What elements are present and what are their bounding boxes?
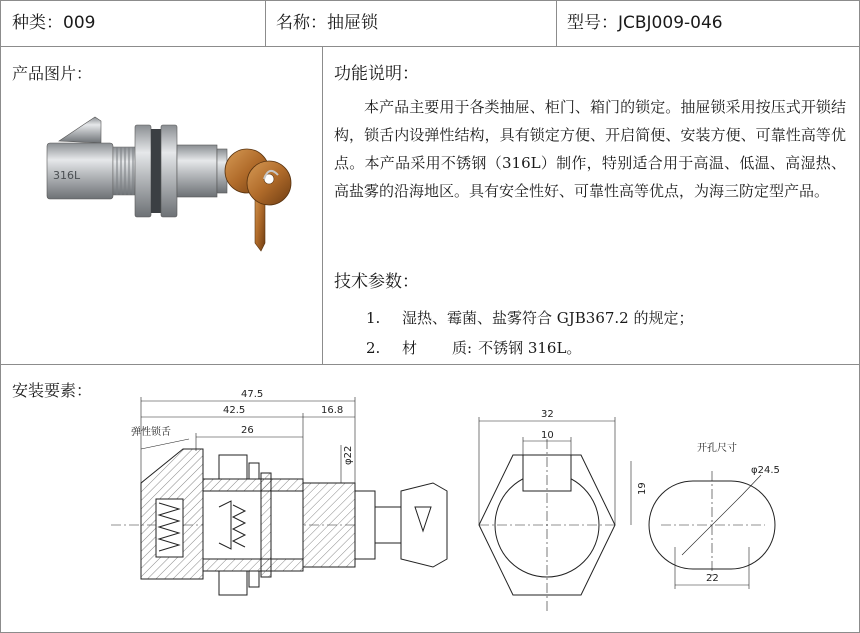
name-cell — [276, 13, 378, 33]
params-list — [334, 303, 694, 363]
dim-key-section: 16.8 — [321, 405, 344, 416]
param-separator: 质: — [452, 339, 473, 357]
param-label: 湿热、霉菌、盐雾符合 GJB367.2 的规定； — [402, 309, 694, 327]
dim-flat-height: 19 — [637, 482, 648, 495]
dim-spring-tongue-label: 弹性锁舌 — [131, 427, 171, 438]
lock-marking: 316L — [53, 169, 81, 182]
function-heading: 功能说明： — [334, 64, 419, 84]
param-value: 不锈钢 316L。 — [478, 339, 582, 357]
param-row — [334, 333, 694, 363]
dim-cutout-width: 22 — [706, 573, 719, 584]
header-divider-1 — [265, 1, 266, 46]
middle-bottom-divider — [1, 364, 859, 365]
function-description — [334, 93, 846, 205]
param-row — [334, 303, 694, 333]
dim-diameter: φ22 — [343, 445, 354, 465]
header-divider-2 — [556, 1, 557, 46]
cutout-title: 开孔尺寸 — [697, 443, 737, 454]
params-heading: 技术参数： — [334, 272, 419, 292]
category-label: 种类： — [12, 13, 63, 33]
category-value: 009 — [63, 13, 96, 33]
dim-flat-width: 10 — [541, 430, 554, 441]
middle-column-divider — [322, 46, 323, 364]
install-section-label: 安装要素： — [12, 381, 93, 400]
param-label: 材 — [402, 339, 418, 357]
model-value: JCBJ009-046 — [618, 13, 723, 33]
param-number: 2. — [366, 339, 381, 357]
function-body: 本产品主要用于各类抽屉、柜门、箱门的锁定。抽屉锁采用按压式开锁结构，锁舌内设弹性结构，具有锁定方便、开启简便、安装方便、可靠性高等优点。本产品采用不锈钢（316L）制作，特别适合用于高温、低温、高湿热、高盐雾的沿海地区。具有安全性好、可靠性高等优点，为海三防定型产品。 — [334, 98, 846, 200]
param-number: 1. — [366, 309, 381, 327]
dim-hex-width: 32 — [541, 409, 554, 420]
model-label: 型号： — [567, 13, 618, 33]
product-photo — [43, 113, 298, 273]
dim-tongue-to-nut: 26 — [241, 425, 254, 436]
header-bottom-divider — [1, 46, 859, 47]
name-label: 名称： — [276, 13, 327, 33]
category-cell — [12, 13, 95, 33]
dim-body-length: 42.5 — [223, 405, 246, 416]
photo-section-label: 产品图片： — [12, 64, 93, 83]
name-value: 抽屉锁 — [327, 13, 378, 33]
dim-cutout-diameter: φ24.5 — [751, 465, 780, 476]
installation-drawing — [101, 379, 801, 619]
model-cell — [567, 13, 723, 33]
dim-overall-length: 47.5 — [241, 389, 264, 400]
